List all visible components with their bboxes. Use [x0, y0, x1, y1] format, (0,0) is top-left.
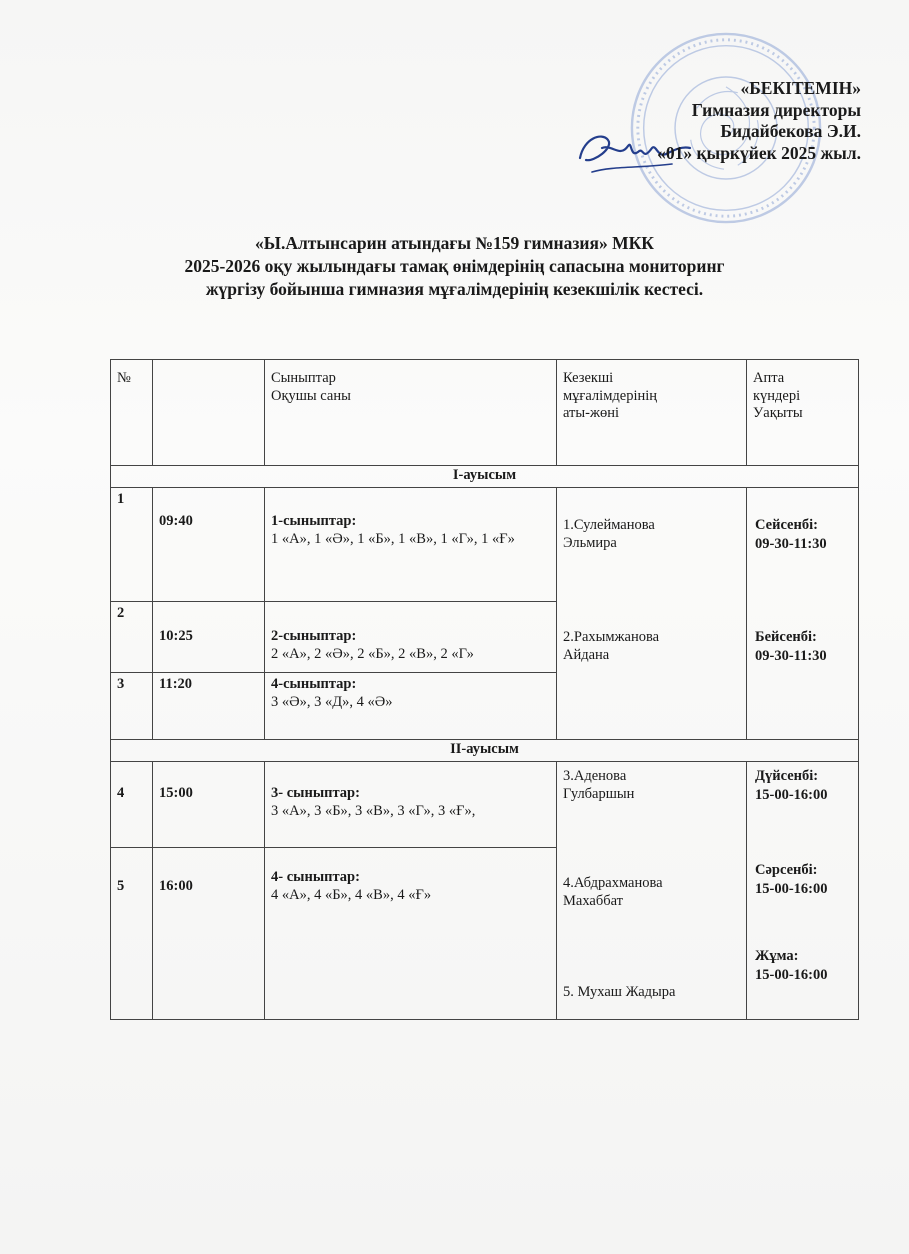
- row-time: 11:20: [153, 673, 265, 740]
- row-time: 10:25: [153, 602, 265, 673]
- row-number: 3: [111, 673, 153, 740]
- teacher-name: Айдана: [563, 647, 610, 663]
- approval-name: Бидайбекова Э.И.: [720, 121, 861, 141]
- header-days: Апта күндері Уақыты: [747, 360, 859, 466]
- table-header-row: [111, 360, 859, 466]
- teacher-name: 2.Рахымжанова: [563, 629, 660, 645]
- header-time: [153, 360, 265, 466]
- title-line-2: 2025-2026 оқу жылындағы тамақ өнімдерінің сапасына мониторинг: [184, 256, 725, 276]
- row-time: 16:00: [153, 848, 265, 1020]
- shift-1-teachers: [557, 488, 747, 740]
- duty-day: Жұма:: [755, 948, 799, 964]
- row-classes: 3- сыныптар: 3 «А», 3 «Б», 3 «В», 3 «Г», 3 «Ғ»,: [265, 762, 557, 848]
- duty-schedule-table: [110, 359, 859, 1020]
- approval-date: «01» қыркүйек 2025 жыл.: [657, 142, 861, 163]
- header-number: №: [111, 360, 153, 466]
- duty-day: Бейсенбі:: [755, 629, 817, 645]
- row-number: 2: [111, 602, 153, 673]
- title-line-3: жүргізу бойынша гимназия мұғалімдерінің кезекшілік кестесі.: [205, 279, 704, 299]
- teacher-name: 1.Сулейманова: [563, 517, 655, 533]
- table-row: [111, 488, 859, 602]
- teacher-name: Эльмира: [563, 535, 617, 551]
- duty-time: 15-00-16:00: [755, 881, 828, 897]
- document-title: [0, 232, 909, 301]
- duty-time: 15-00-16:00: [755, 787, 828, 803]
- teacher-name: Гулбаршын: [563, 786, 635, 802]
- approval-title: «БЕКІТЕМІН»: [740, 78, 861, 98]
- table-row: [111, 762, 859, 848]
- shift-1-row: [111, 466, 859, 488]
- row-classes: 2-сыныптар: 2 «А», 2 «Ә», 2 «Б», 2 «В», 2 «Г»: [265, 602, 557, 673]
- row-number: 5: [111, 848, 153, 1020]
- approval-block: [657, 78, 861, 164]
- duty-time: 09-30-11:30: [755, 648, 827, 664]
- header-teachers: Кезекші мұғалімдерінің аты-жөні: [557, 360, 747, 466]
- row-classes: 4-сыныптар: 3 «Ә», 3 «Д», 4 «Ә»: [265, 673, 557, 740]
- row-time: 15:00: [153, 762, 265, 848]
- title-line-1: «Ы.Алтынсарин атындағы №159 гимназия» МКК: [255, 233, 654, 253]
- shift-2-teachers: [557, 762, 747, 1020]
- row-number: 4: [111, 762, 153, 848]
- duty-time: 15-00-16:00: [755, 967, 828, 983]
- row-classes: 1-сыныптар: 1 «А», 1 «Ә», 1 «Б», 1 «В», 1 «Г», 1 «Ғ»: [265, 488, 557, 602]
- teacher-name: 5. Мухаш Жадыра: [563, 984, 676, 1000]
- row-time: 09:40: [153, 488, 265, 602]
- duty-time: 09-30-11:30: [755, 536, 827, 552]
- header-classes: Сыныптар Оқушы саны: [265, 360, 557, 466]
- teacher-name: 4.Абдрахманова: [563, 875, 663, 891]
- row-number: 1: [111, 488, 153, 602]
- teacher-name: 3.Аденова: [563, 768, 627, 784]
- shift-2-label: ІІ-ауысым: [111, 740, 859, 762]
- shift-1-days: [747, 488, 859, 740]
- row-classes: 4- сыныптар: 4 «А», 4 «Б», 4 «В», 4 «Ғ»: [265, 848, 557, 1020]
- shift-2-days: [747, 762, 859, 1020]
- shift-2-row: [111, 740, 859, 762]
- duty-day: Сәрсенбі:: [755, 862, 818, 878]
- approval-position: Гимназия директоры: [691, 99, 861, 120]
- duty-day: Сейсенбі:: [755, 517, 818, 533]
- teacher-name: Махаббат: [563, 893, 623, 909]
- duty-day: Дүйсенбі:: [755, 768, 819, 784]
- shift-1-label: І-ауысым: [111, 466, 859, 488]
